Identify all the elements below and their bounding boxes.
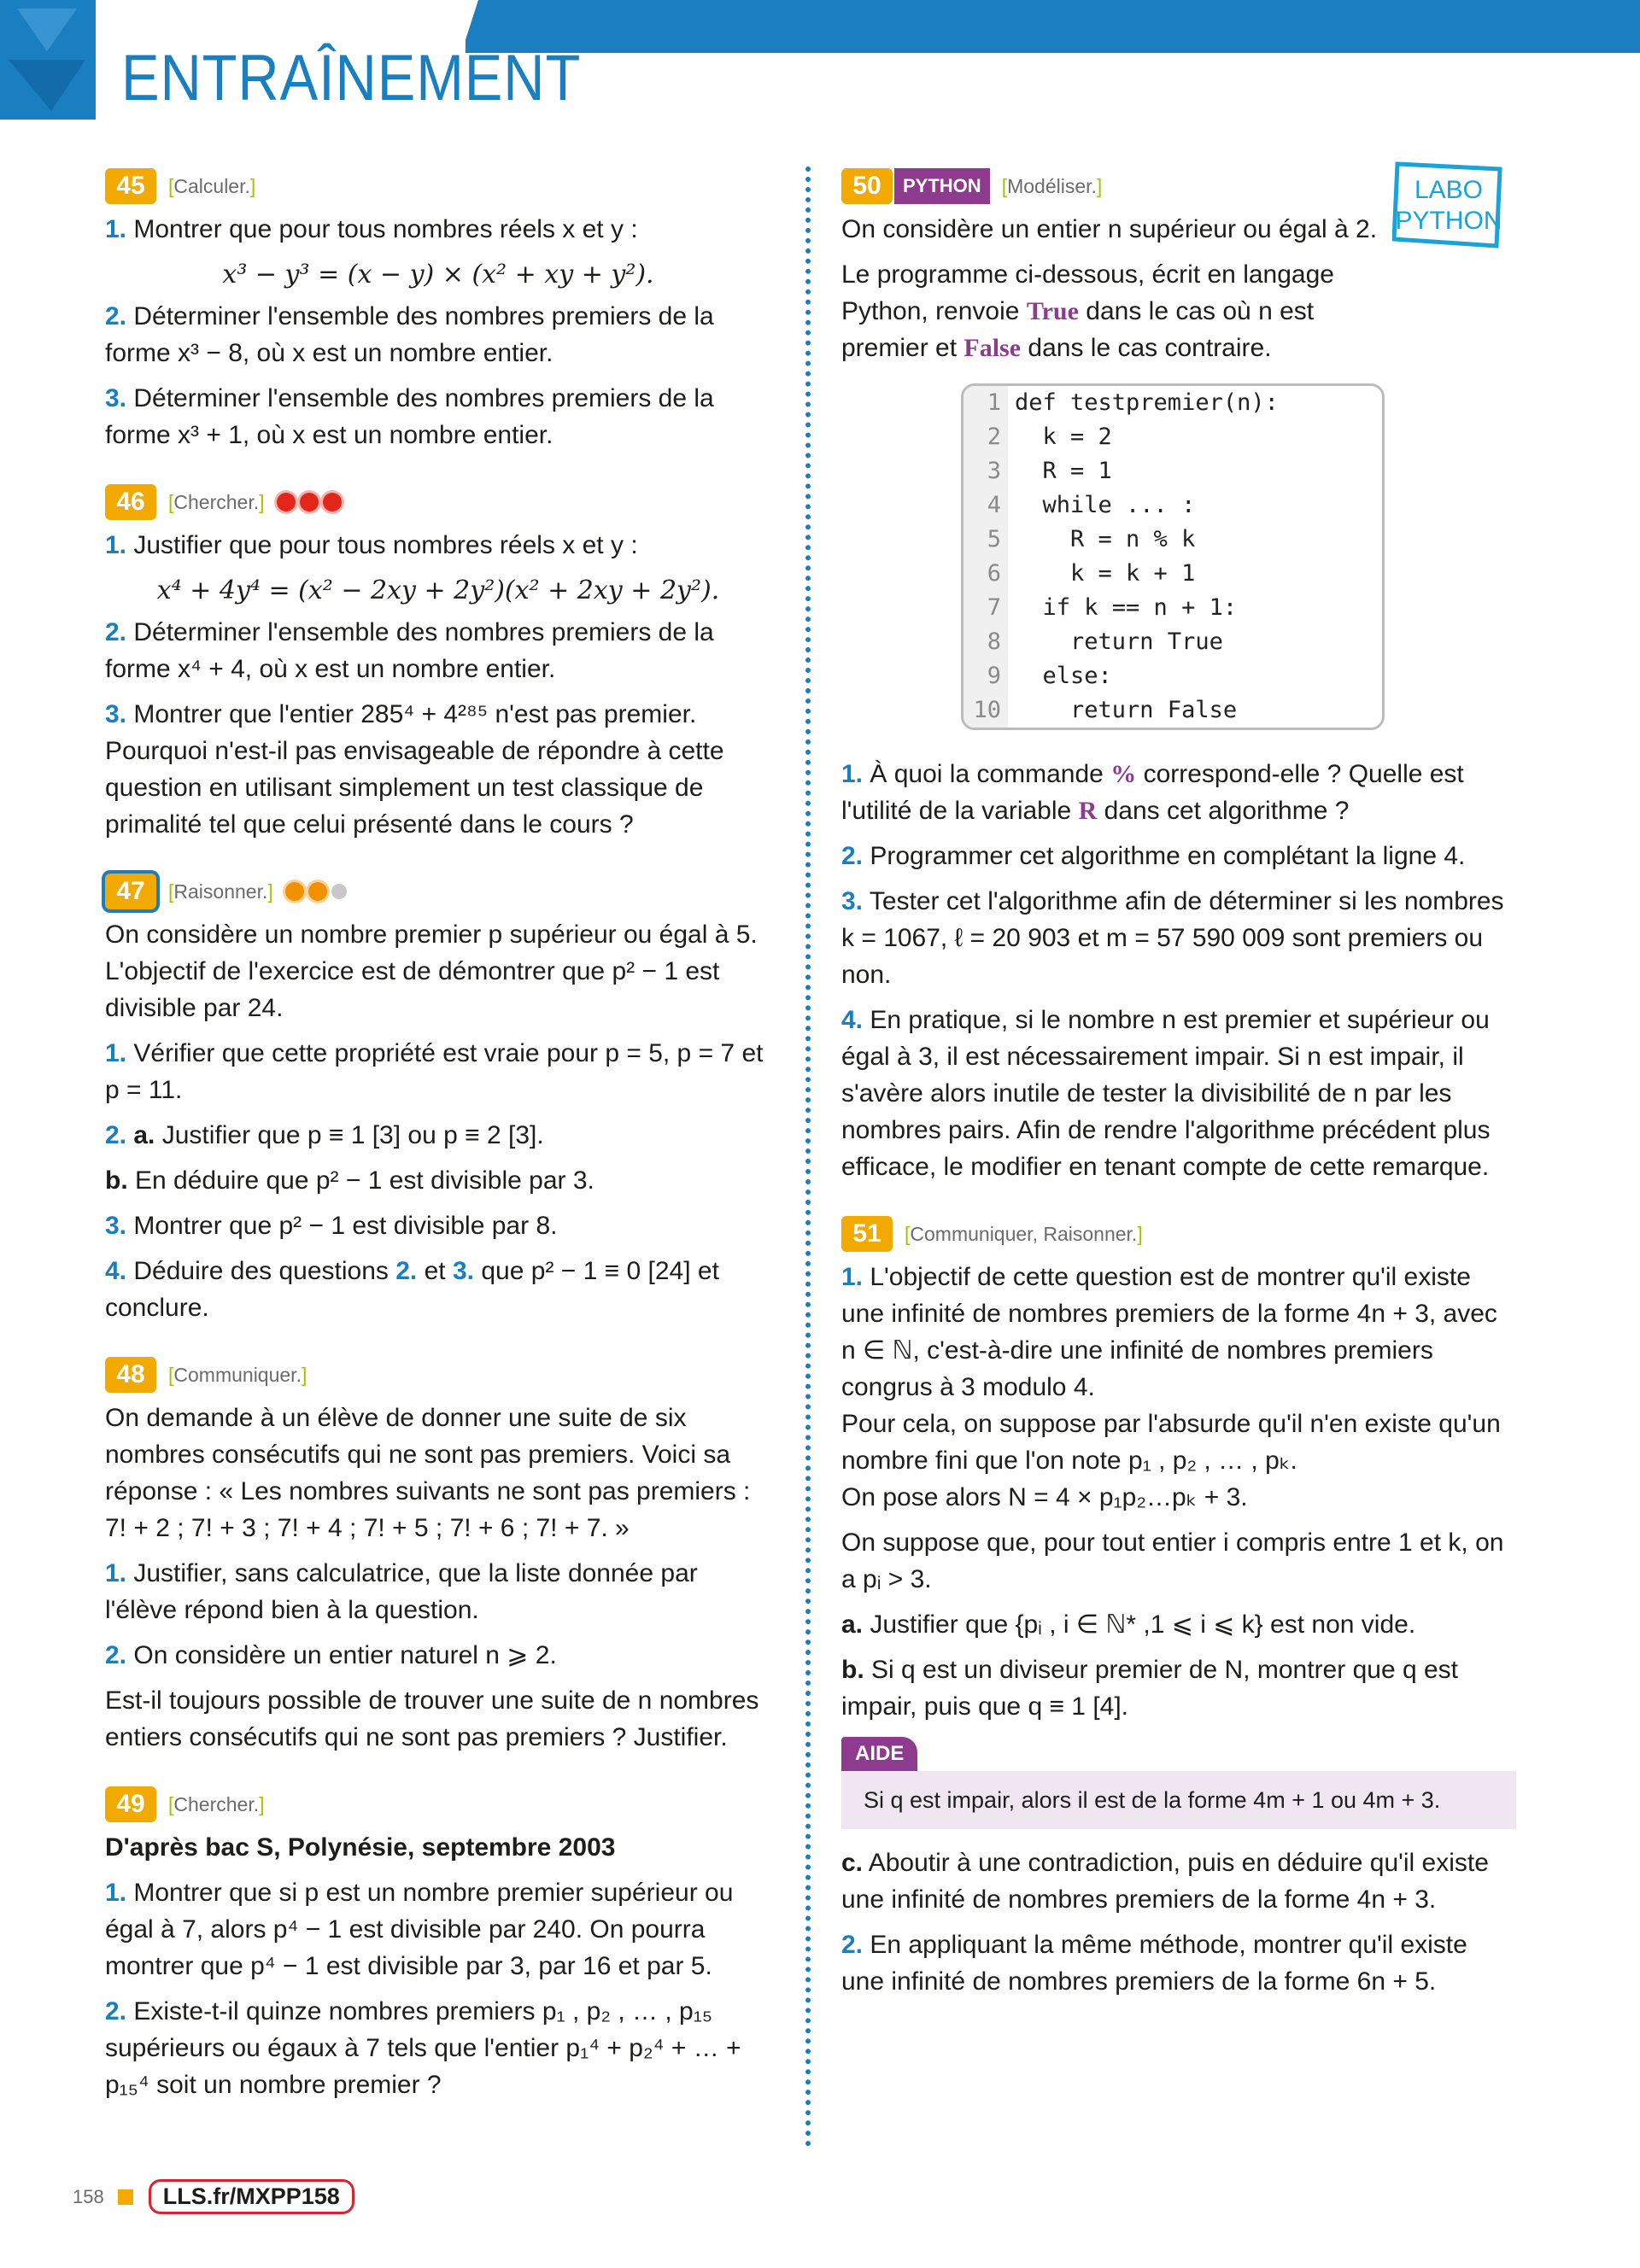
line-number: 6 <box>964 557 1008 591</box>
code-text: while ... : <box>1015 492 1196 518</box>
code-text: k = k + 1 <box>1015 560 1196 587</box>
line-number: 7 <box>964 591 1008 625</box>
question: 2. Existe-t-il quinze nombres premiers p₁ , p₂ , … , p₁₅ supérieurs ou égaux à 7 tels que l'entier p₁⁴ + p₂⁴ + … + p₁₅⁴ soit un nombre premier ? <box>105 1997 741 2099</box>
code-line <box>964 659 1382 693</box>
question: 2. Déterminer l'ensemble des nombres premiers de la forme x³ − 8, où x est un nombre entier. <box>105 302 714 367</box>
code-text: k = 2 <box>1015 424 1112 450</box>
skill-label: [Chercher.] <box>168 1792 265 1815</box>
exercise-number: 47 <box>105 874 156 909</box>
footer-square-icon <box>118 2189 133 2205</box>
line-number: 9 <box>964 659 1008 693</box>
intro: Le programme ci-dessous, écrit en langage Python, renvoie True dans le cas où n est premier et False dans le cas contraire. <box>841 260 1334 362</box>
question: 3. Montrer que p² − 1 est divisible par 8. <box>105 1212 558 1240</box>
question: 2. a. Justifier que p ≡ 1 [3] ou p ≡ 2 [3]. <box>105 1121 544 1149</box>
skill-label: [Modéliser.] <box>1001 174 1103 197</box>
code-text: return True <box>1015 628 1223 655</box>
question: 2. Déterminer l'ensemble des nombres premiers de la forme x⁴ + 4, où x est un nombre entier. <box>105 618 714 683</box>
question: c. Aboutir à une contradiction, puis en déduire qu'il existe une infinité de nombres premiers de la forme 4n + 3. <box>841 1849 1489 1914</box>
question: 3. Déterminer l'ensemble des nombres premiers de la forme x³ + 1, où x est un nombre entier. <box>105 384 714 449</box>
code-line <box>964 386 1382 420</box>
question: 1. Montrer que si p est un nombre premier supérieur ou égal à 7, alors p⁴ − 1 est divisible par 240. On pourra montrer que p⁴ − 1 est divisible par 3, par 16 et par 5. <box>105 1879 734 1980</box>
question: a. Justifier que {pᵢ , i ∈ ℕ* ,1 ⩽ i ⩽ k} est non vide. <box>841 1610 1416 1639</box>
paragraph: On suppose que, pour tout entier i compris entre 1 et k, on a pᵢ > 3. <box>841 1529 1504 1593</box>
skill-label: [Communiquer, Raisonner.] <box>905 1222 1143 1245</box>
source: D'après bac S, Polynésie, septembre 2003 <box>105 1833 616 1862</box>
exercise-number: 51 <box>841 1216 893 1252</box>
question: 4. Déduire des questions 2. et 3. que p² − 1 ≡ 0 [24] et conclure. <box>105 1257 719 1322</box>
python-tag: PYTHON <box>894 168 990 204</box>
question: 3. Montrer que l'entier 285⁴ + 4²⁸⁵ n'est pas premier. Pourquoi n'est-il pas envisageable de répondre à cette question en utilisant simplement un test classique de primalité tel que celui présenté dans le cours ? <box>105 700 724 839</box>
question: 4. En pratique, si le nombre n est premier et supérieur ou égal à 3, il est nécessairement impair. Si n est impair, il s'avère alors inutile de tester la divisibilité de n par les nombres pairs. Afin de rendre l'algorithme précédent plus efficace, le modifier en tenant compte de cette remarque. <box>841 1006 1491 1181</box>
svg-text:LABO: LABO <box>1414 176 1484 204</box>
formula: x⁴ + 4y⁴ = (x² − 2xy + 2y²)(x² + 2xy + 2y²). <box>156 576 720 605</box>
aide-box <box>841 1733 1516 1829</box>
line-number: 5 <box>964 523 1008 557</box>
page-number: 158 <box>73 2185 104 2207</box>
exercise-number: 48 <box>105 1357 156 1393</box>
aide-text: Si q est impair, alors il est de la forme 4m + 1 ou 4m + 3. <box>841 1771 1516 1829</box>
exercise-48 <box>105 1355 771 1756</box>
question: 1. Vérifier que cette propriété est vraie pour p = 5, p = 7 et p = 11. <box>105 1039 764 1104</box>
code-line <box>964 454 1382 488</box>
paragraph: On pose alors N = 4 × p₁p₂…pₖ + 3. <box>841 1483 1248 1511</box>
code-text: def testpremier(n): <box>1015 389 1279 416</box>
question: Est-il toujours possible de trouver une suite de n nombres entiers consécutifs qui ne sont pas premiers ? Justifier. <box>105 1686 759 1751</box>
skill-label: [Chercher.] <box>168 490 265 513</box>
exercise-number: 45 <box>105 168 156 204</box>
code-text: R = 1 <box>1015 458 1112 484</box>
exercise-50 <box>841 167 1516 1185</box>
exercise-46 <box>105 482 771 843</box>
question: b. En déduire que p² − 1 est divisible par 3. <box>105 1166 594 1195</box>
exercise-51 <box>841 1214 1516 2000</box>
code-text: return False <box>1015 697 1238 723</box>
formula: x³ − y³ = (x − y) × (x² + xy + y²). <box>222 260 654 289</box>
code-line <box>964 523 1382 557</box>
line-number: 8 <box>964 625 1008 659</box>
code-line <box>964 420 1382 454</box>
code-line <box>964 693 1382 728</box>
svg-text:PYTHON: PYTHON <box>1395 207 1502 235</box>
line-number: 1 <box>964 386 1008 420</box>
footer <box>73 2179 354 2214</box>
right-column <box>841 167 1516 2029</box>
intro: On demande à un élève de donner une suite de six nombres consécutifs qui ne sont pas premiers. Voici sa réponse : « Les nombres suivants ne sont pas premiers : 7! + 2 ; 7! + 3 ; 7! + 4 ; 7! + 5 ; 7! + 6 ; 7! + 7. » <box>105 1404 751 1542</box>
header-bar <box>466 0 1640 53</box>
difficulty-icon <box>277 493 342 511</box>
intro: On considère un nombre premier p supérieur ou égal à 5. L'objectif de l'exercice est de démontrer que p² − 1 est divisible par 24. <box>105 921 758 1022</box>
code-text: else: <box>1015 663 1112 689</box>
line-number: 2 <box>964 420 1008 454</box>
question: 2. En appliquant la même méthode, montrer qu'il existe une infinité de nombres premiers de la forme 6n + 5. <box>841 1931 1467 1996</box>
code-line <box>964 591 1382 625</box>
exercise-47 <box>105 872 771 1326</box>
aide-label: AIDE <box>841 1737 917 1771</box>
code-block <box>961 383 1385 730</box>
exercise-49 <box>105 1785 771 2103</box>
question: 3. Tester cet l'algorithme afin de déterminer si les nombres k = 1067, ℓ = 20 903 et m = 57 590 009 sont premiers ou non. <box>841 887 1504 989</box>
question: 1. L'objectif de cette question est de montrer qu'il existe une infinité de nombres premiers de la forme 4n + 3, avec n ∈ ℕ, c'est-à-dire une infinité de nombres premiers congrus à 3 modulo 4. <box>841 1263 1497 1401</box>
code-text: R = n % k <box>1015 526 1196 552</box>
question: 1. Montrer que pour tous nombres réels x et y : <box>105 215 638 243</box>
exercise-number: 46 <box>105 484 156 520</box>
difficulty-icon <box>285 882 347 901</box>
exercise-45 <box>105 167 771 453</box>
question: 2. On considère un entier naturel n ⩾ 2. <box>105 1641 557 1669</box>
code-text: if k == n + 1: <box>1015 594 1238 621</box>
code-line <box>964 625 1382 659</box>
code-line <box>964 557 1382 591</box>
column-divider <box>805 167 811 2148</box>
skill-label: [Communiquer.] <box>168 1363 308 1386</box>
paragraph: Pour cela, on suppose par l'absurde qu'il n'en existe qu'un nombre fini que l'on note p₁ , p₂ , … , pₖ. <box>841 1410 1501 1475</box>
line-number: 10 <box>964 693 1008 728</box>
question: 1. Justifier, sans calculatrice, que la liste donnée par l'élève répond bien à la question. <box>105 1559 698 1624</box>
exercise-number: 49 <box>105 1786 156 1822</box>
exercise-number: 50 <box>841 168 893 204</box>
question: 1. Justifier que pour tous nombres réels x et y : <box>105 531 638 559</box>
line-number: 4 <box>964 488 1008 523</box>
question: b. Si q est un diviseur premier de N, montrer que q est impair, puis que q ≡ 1 [4]. <box>841 1656 1458 1721</box>
code-line <box>964 488 1382 523</box>
question: 2. Programmer cet algorithme en complétant la ligne 4. <box>841 842 1466 870</box>
skill-label: [Calculer.] <box>168 174 256 197</box>
line-number: 3 <box>964 454 1008 488</box>
resource-link[interactable]: LLS.fr/MXPP158 <box>149 2179 354 2214</box>
skill-label: [Raisonner.] <box>168 880 273 903</box>
question: 1. À quoi la commande % correspond-elle ? Quelle est l'utilité de la variable R dans cet algorithme ? <box>841 760 1464 825</box>
page-title: ENTRAÎNEMENT <box>121 42 582 114</box>
intro: On considère un entier n supérieur ou égal à 2. <box>841 215 1378 243</box>
left-column <box>105 167 771 2132</box>
